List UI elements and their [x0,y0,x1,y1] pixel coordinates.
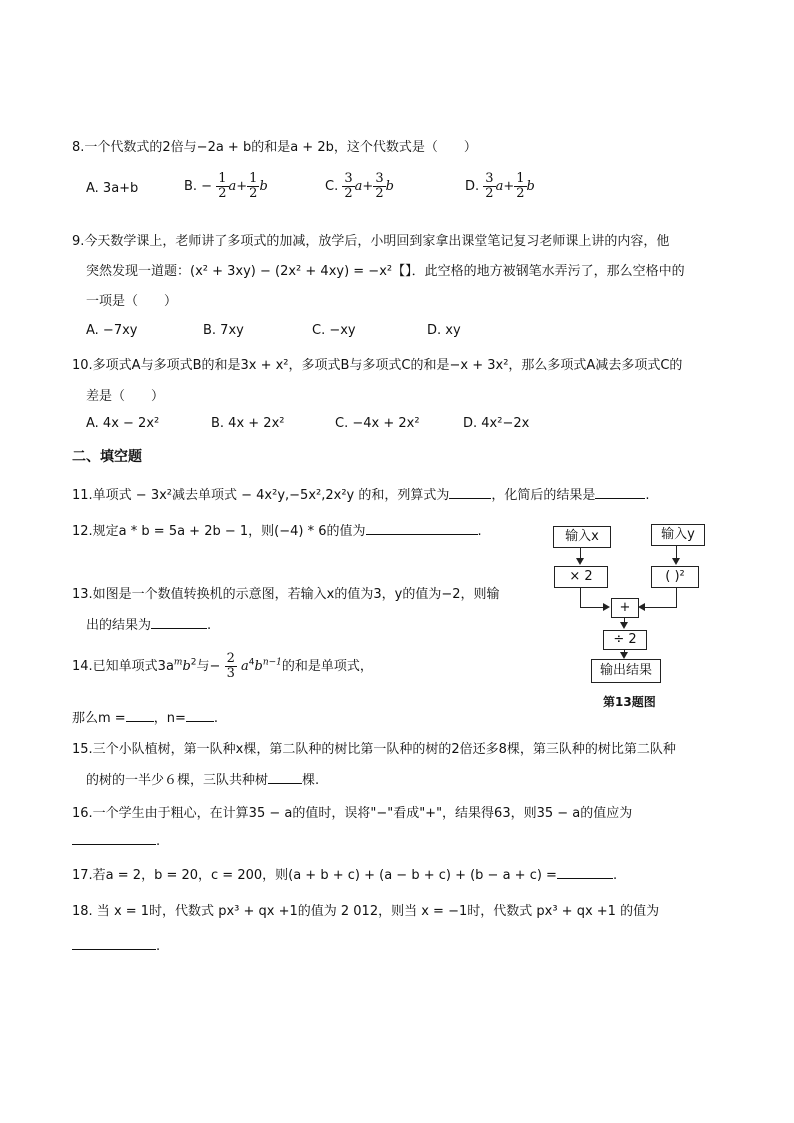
q13-line2-text: 出的结果为 [86,618,152,633]
fraction: $\frac{3}{2}$ [375,171,384,201]
q14-suffix: 的和是单项式， [281,659,373,674]
connector-line [580,607,603,608]
q10-line2: 差是（ ） [86,389,165,404]
flow-input-x: 输入x [553,526,611,548]
fraction: $\frac{2}{3}$ [226,651,235,681]
q8-option-a: A. 3a+b [86,181,139,196]
connector-line [676,545,677,558]
q9-line2: 突然发现一道题：(x² + 3xy) − (2x² + 4xy) = −x²【】．此空格的地方被钢笔水弄污了，那么空格中的 [86,264,685,279]
q14-exp-4: 4 [248,657,255,668]
answer-blank[interactable] [557,866,613,879]
connector-line [645,607,677,608]
arrow-down-icon [620,622,628,629]
q8-stem: 8.一个代数式的2倍与−2a + b的和是a + 2b，这个代数式是（ ） [72,140,477,155]
q8-option-c: C. $\frac{3}{2}$ a+ $\frac{3}{2}$ b [325,171,394,201]
q14-var-b2: b [254,659,263,674]
q10-option-b: B. 4x + 2x² [211,416,285,431]
q16-end: . [156,834,161,849]
q8-option-c-prefix: C. [325,179,339,194]
answer-blank[interactable] [72,832,156,845]
q14-exp-m: m [173,657,183,668]
flow-square: ( )² [651,566,699,588]
q15-line2-text: 的树的一半少６棵，三队共种树 [86,773,269,788]
q17-text: 17.若a = 2，b = 20，c = 200，则(a + b + c) + (a − b + c) + (b − a + c) = [72,868,557,883]
q14-m-label: 那么m = [72,711,126,726]
q9-option-c: C. −xy [312,323,356,338]
q16-line1: 16.一个学生由于粗心，在计算35 − a的值时，误将"−"看成"+"，结果得63，则35 − a的值应为 [72,806,633,821]
q14-exp-n: n−1 [262,657,282,668]
connector-line [580,547,581,558]
arrow-left-icon [638,603,645,611]
arrow-right-icon [603,603,610,611]
flow-times-2: × 2 [554,566,608,588]
q14-exp-2: 2 [190,657,197,668]
q14-n-label: ，n= [153,711,186,726]
answer-blank[interactable] [268,771,302,784]
q14-var-b: b [182,659,191,674]
arrow-down-icon [672,558,680,565]
q8-option-b: B. − $\frac{1}{2}$ a+ $\frac{1}{2}$ b [184,171,268,201]
q16-line2 [72,832,160,849]
q14-mid: 与− [196,659,221,674]
answer-blank[interactable] [449,486,491,499]
flow-divide-2: ÷ 2 [603,630,647,650]
fraction: $\frac{1}{2}$ [249,171,258,201]
q10-option-a: A. 4x − 2x² [86,416,160,431]
q13-line1: 13.如图是一个数值转换机的示意图，若输入x的值为3，y的值为−2，则输 [72,587,500,602]
q11 [72,484,650,503]
fraction: $\frac{1}{2}$ [218,171,227,201]
q17 [72,864,617,883]
q11-end: . [645,488,650,503]
answer-blank[interactable] [595,486,645,499]
q9-option-b: B. 7xy [203,323,244,338]
flow-plus: + [611,598,639,618]
q11-text: 11.单项式 − 3x²减去单项式 − 4x²y,−5x²,2x²y 的和，列算式为 [72,488,450,503]
q15-end: 棵. [302,773,320,788]
connector-line [676,587,677,607]
section-title: 二、填空题 [72,449,142,465]
answer-blank[interactable] [126,709,154,722]
q9-line1: 9.今天数学课上，老师讲了多项式的加减，放学后，小明回到家拿出课堂笔记复习老师课上讲的内容，他 [72,234,670,249]
arrow-down-icon [620,652,628,659]
q10-line1: 10.多项式A与多项式B的和是3x + x²，多项式B与多项式C的和是−x + 3x²，那么多项式A减去多项式C的 [72,358,683,373]
q18-line1: 18. 当 x = 1时，代数式 px³ + qx +1的值为 2 012，则当 x = −1时，代数式 px³ + qx +1 的值为 [72,904,660,919]
arrow-down-icon [576,558,584,565]
q15-line2 [86,769,319,788]
q10-option-d: D. 4x²−2x [463,416,530,431]
q13-end: . [207,618,212,633]
q10-option-c: C. −4x + 2x² [335,416,420,431]
fraction: $\frac{1}{2}$ [516,171,525,201]
answer-blank[interactable] [186,709,214,722]
q9-option-a: A. −7xy [86,323,138,338]
q12 [72,520,482,539]
answer-blank[interactable] [72,937,156,950]
q15-line1: 15.三个小队植树，第一队种x棵，第二队种的树比第一队种的树的2倍还多8棵，第三队种的树比第二队种 [72,742,676,757]
q18-line2 [72,937,160,954]
q12-text: 12.规定a * b = 5a + 2b − 1，则(−4) * 6的值为 [72,524,366,539]
q14-end: . [213,711,218,726]
q12-end: . [477,524,482,539]
q14-prefix: 14.已知单项式3a [72,659,174,674]
q14-var-a: a [241,659,249,674]
q8-option-b-prefix: B. − [184,179,213,194]
q8-option-d: D. $\frac{3}{2}$ a+ $\frac{1}{2}$ b [465,171,535,201]
q11-mid: ，化简后的结果是 [491,488,596,503]
flow-output: 输出结果 [591,659,661,683]
q9-option-d: D. xy [427,323,461,338]
flow-input-y: 输入y [651,524,705,546]
fraction: $\frac{3}{2}$ [485,171,494,201]
q14-line2 [72,707,218,726]
connector-line [580,587,581,607]
fraction: $\frac{3}{2}$ [344,171,353,201]
answer-blank[interactable] [151,616,207,629]
q9-line3: 一项是（ ） [86,294,178,309]
answer-blank[interactable] [366,522,478,535]
q8-option-d-prefix: D. [465,179,480,194]
figure-caption: 第13题图 [603,695,656,709]
q14-line1 [72,652,373,681]
q18-end: . [156,939,161,954]
q13-line2 [86,614,211,633]
q17-end: . [612,868,618,883]
